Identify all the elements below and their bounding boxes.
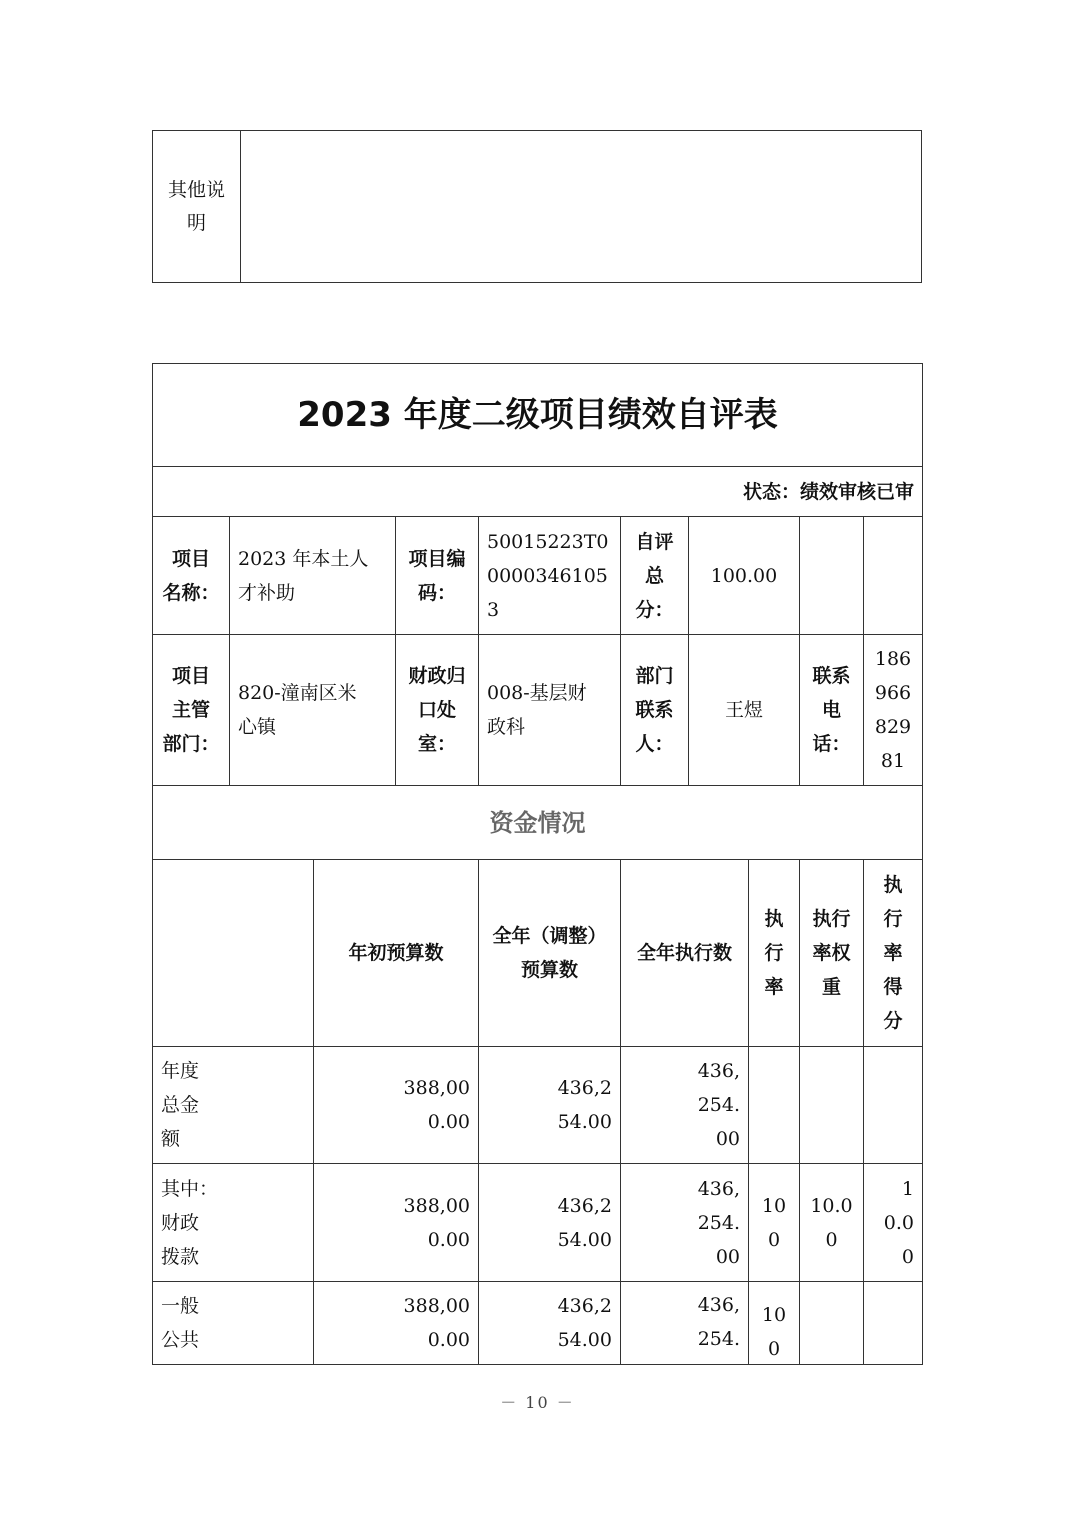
contact-value: 王煜 bbox=[688, 634, 800, 786]
fund-header-adjusted-budget: 全年（调整） 预算数 bbox=[478, 859, 621, 1047]
fund-row-executed: 436, 254. 00 bbox=[620, 1163, 749, 1282]
fund-header-weight: 执行 率权 重 bbox=[799, 859, 864, 1047]
project-code-label: 项目编 码： bbox=[395, 516, 479, 635]
self-score-value: 100.00 bbox=[688, 516, 800, 635]
fund-header-initial-budget: 年初预算数 bbox=[313, 859, 479, 1047]
fund-row-weight bbox=[799, 1281, 864, 1365]
dept-label: 项目 主管 部门： bbox=[152, 634, 230, 786]
fund-row-weight bbox=[799, 1046, 864, 1164]
fund-row-initial: 388,00 0.00 bbox=[313, 1163, 479, 1282]
fund-header-executed: 全年执行数 bbox=[620, 859, 749, 1047]
fund-row-executed: 436, 254. 00 bbox=[620, 1046, 749, 1164]
fund-row-rate: 100 bbox=[748, 1163, 800, 1282]
fund-header-blank bbox=[152, 859, 314, 1047]
contact-label: 部门 联系 人： bbox=[620, 634, 689, 786]
fund-row-score bbox=[863, 1046, 923, 1164]
fund-header-score: 执 行 率 得 分 bbox=[863, 859, 923, 1047]
finance-office-label: 财政归 口处 室： bbox=[395, 634, 479, 786]
phone-value: 186 966 829 81 bbox=[863, 634, 923, 786]
project-name-label: 项目 名称： bbox=[152, 516, 230, 635]
fund-row-adjusted: 436,2 54.00 bbox=[478, 1281, 621, 1365]
phone-label: 联系 电 话： bbox=[799, 634, 864, 786]
empty-cell bbox=[863, 516, 923, 635]
project-code-value: 50015223T0 00003461053 bbox=[478, 516, 621, 635]
form-title: 2023 年度二级项目绩效自评表 bbox=[152, 363, 923, 467]
page-number: － 10 － bbox=[500, 1393, 575, 1412]
other-notes-label: 其他说 明 bbox=[153, 131, 241, 282]
fund-row-rate bbox=[748, 1046, 800, 1164]
fund-row-executed: 436, 254. bbox=[620, 1281, 749, 1365]
fund-header-rate: 执 行 率 bbox=[748, 859, 800, 1047]
fund-row-score: 1 0.00 bbox=[863, 1163, 923, 1282]
project-name-value: 2023 年本土人 才补助 bbox=[229, 516, 396, 635]
dept-value: 820-潼南区米 心镇 bbox=[229, 634, 396, 786]
empty-cell bbox=[799, 516, 864, 635]
fund-row-adjusted: 436,2 54.00 bbox=[478, 1046, 621, 1164]
fund-row-initial: 388,00 0.00 bbox=[313, 1046, 479, 1164]
fund-row-rate: 100 bbox=[748, 1281, 800, 1365]
fund-row-initial: 388,00 0.00 bbox=[313, 1281, 479, 1365]
fund-row-weight: 10.00 bbox=[799, 1163, 864, 1282]
fund-section-title: 资金情况 bbox=[152, 785, 923, 860]
fund-row-label: 其中： 财政 拨款 bbox=[152, 1163, 314, 1282]
fund-row-label: 年度 总金 额 bbox=[152, 1046, 314, 1164]
finance-office-value: 008-基层财 政科 bbox=[478, 634, 621, 786]
fund-row-score bbox=[863, 1281, 923, 1365]
self-score-label: 自评 总 分： bbox=[620, 516, 689, 635]
fund-row-adjusted: 436,2 54.00 bbox=[478, 1163, 621, 1282]
fund-row-label: 一般 公共 bbox=[152, 1281, 314, 1365]
status-text: 状态：绩效审核已审 bbox=[152, 466, 923, 517]
